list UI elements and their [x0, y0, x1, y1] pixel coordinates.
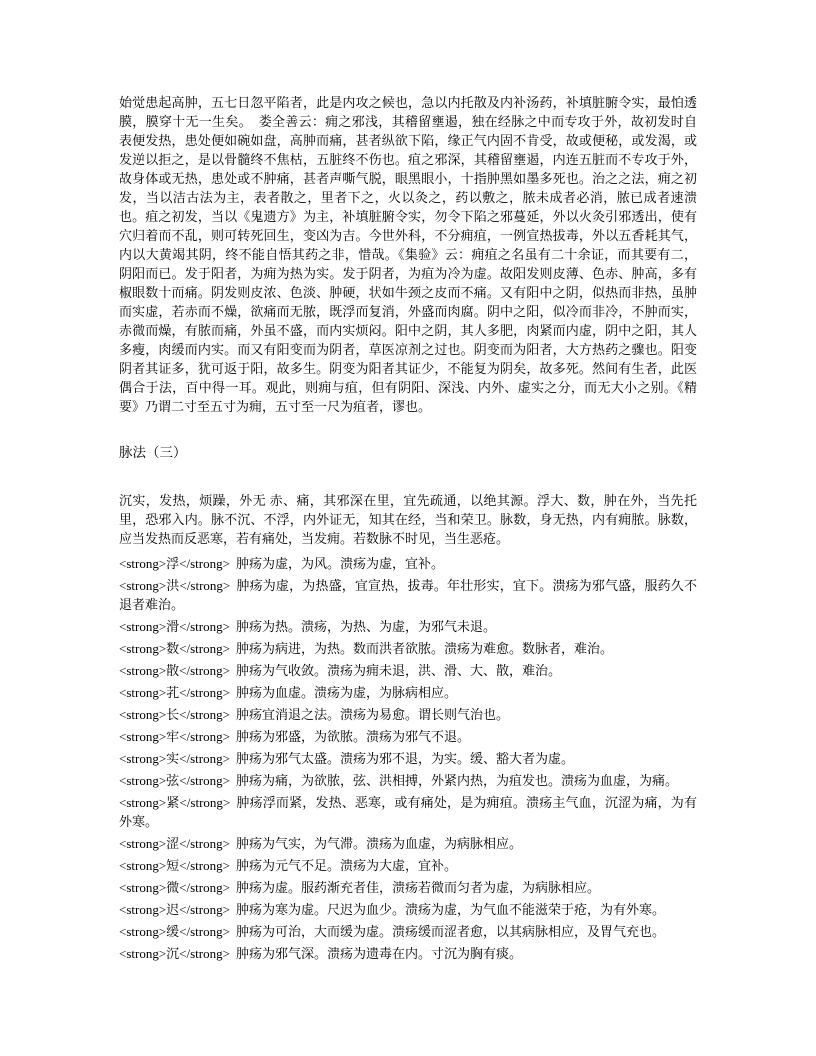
- pulse-entry-description: 肿疡为痛，为欲脓，弦、洪相搏，外紧内热，为疽发也。溃疡为血虚，为痛。: [235, 773, 678, 788]
- pulse-entry: [119, 944, 697, 963]
- pulse-entry: [119, 878, 697, 897]
- pulse-entries: [119, 554, 697, 963]
- pulse-entry-strong-tag: <strong>弦</strong>: [119, 773, 230, 788]
- pulse-entry: [119, 834, 697, 853]
- pulse-entry-strong-tag: <strong>迟</strong>: [119, 902, 230, 917]
- pulse-entry-strong-tag: <strong>涩</strong>: [119, 836, 230, 851]
- pulse-entry-description: 肿疡为虚，为热盛，宜宣热，拔毒。年壮形实，宜下。溃疡为邪气盛，服药久不退者难治。: [119, 578, 697, 612]
- pulse-entry-description: 肿疡为邪气深。溃疡为遗毒在内。寸沉为胸有痰。: [235, 946, 522, 961]
- pulse-entry-description: 肿疡宜消退之法。溃疡为易愈。谓长则气治也。: [235, 707, 509, 722]
- pulse-entry: [119, 793, 697, 831]
- pulse-entry: [119, 617, 697, 636]
- pulse-entry-strong-tag: <strong>浮</strong>: [119, 556, 230, 571]
- pulse-entry-description: 肿疡为气实，为气滞。溃疡为血虚，为病脉相应。: [235, 836, 522, 851]
- pulse-entry: [119, 922, 697, 941]
- pulse-entry-strong-tag: <strong>缓</strong>: [119, 924, 230, 939]
- opening-paragraph: 始觉患起高肿，五七日忽平陷者，此是内攻之候也，急以内托散及内补汤药，补填脏腑令实，最怕透膜，膜穿十无一生矣。 娄全善云：痈之邪浅，其稽留壅遏，独在经脉之中而专攻于外，故初发时自表便发热，患处便如碗如盘，高肿而痛，甚者纵欲下陷，缘正气内固不肯受，故或便秘，或发渴，或发逆以拒之，是以骨髓终不焦枯，五脏终不伤也。疽之邪深，其稽留壅遏，内连五脏而不专攻于外，故身体或无热，患处或不肿痛，甚者声嘶气脱，眼黑眼小，十指肿黑如墨多死也。治之之法，痈之初发，当以洁古法为主，表者散之，里者下之，火以灸之，药以敷之，脓未成者必消，脓已成者速溃也。疽之初发，当以《鬼遗方》为主，补填脏腑令实，勿令下陷之邪蔓延，外以火灸引邪透出，使有穴归着而不乱，则可转死回生，变凶为吉。今世外科，不分痈疽，一例宣热拔毒，外以五香耗其气，内以大黄竭其阴，终不能自悟其药之非，惜哉。《集验》云：痈疽之名虽有二十余证，而其要有二，阴阳而已。发于阳者，为痈为热为实。发于阴者，为疽为冷为虚。故阳发则皮薄、色赤、肿高，多有椒眼数十而痛。阴发则皮浓、色淡、肿硬，状如牛颈之皮而不痛。又有阳中之阴，似热而非热，虽肿而实虚，若赤而不燥，欲痛而无脓，既浮而复消，外盛而肉腐。阴中之阳，似冷而非冷，不肿而实，赤微而燥，有脓而痛，外虽不盛，而内实烦闷。阳中之阴，其人多肥，肉紧而内虚，阴中之阳，其人多瘦，肉缓而内实。而又有阳变而为阴者，草医凉剂之过也。阴变而为阳者，大方热药之骤也。阳变阴者其证多，犹可返于阳，故多生。阴变为阳者其证少，不能复为阴矣，故多死。然间有生者，此医偶合于法，百中得一耳。观此，则痈与疽，但有阴阳、深浅、内外、虚实之分，而无大小之别。《精要》乃谓二寸至五寸为痈，五寸至一尺为疽者，谬也。: [119, 95, 697, 414]
- pulse-entry-strong-tag: <strong>实</strong>: [119, 751, 230, 766]
- pulse-entry: [119, 856, 697, 875]
- pulse-entry-strong-tag: <strong>紧</strong>: [119, 795, 231, 810]
- pulse-entry-strong-tag: <strong>散</strong>: [119, 663, 230, 678]
- pulse-entry-description: 肿疡为病进，为热。数而洪者欲脓。溃疡为难愈。数脉者，难治。: [235, 641, 613, 656]
- pulse-overview-paragraph: 沉实，发热，烦躁，外无 赤、痛，其邪深在里，宜先疏通，以绝其源。浮大、数，肿在外，当先托里，恐邪入内。脉不沉、不浮，内外证无，知其在经，当和荣卫。脉数，身无热，内有痈脓。脉数，应当发热而反恶寒，若有痛处，当发痈。若数脉不时见，当生恶疮。: [119, 493, 697, 546]
- pulse-entry-description: 肿疡为虚。服药渐充者佳，溃疡若微而匀者为虚，为病脉相应。: [235, 880, 600, 895]
- pulse-entry-description: 肿疡为血虚。溃疡为虚，为脉病相应。: [235, 685, 457, 700]
- pulse-entry: [119, 705, 697, 724]
- pulse-entry: [119, 554, 697, 573]
- pulse-entry-strong-tag: <strong>芤</strong>: [119, 685, 230, 700]
- pulse-entry: [119, 727, 697, 746]
- pulse-entry-description: 肿疡为气收敛。溃疡为痈未退，洪、滑、大、散，难治。: [235, 663, 561, 678]
- pulse-entry-strong-tag: <strong>沉</strong>: [119, 946, 230, 961]
- pulse-entry-strong-tag: <strong>微</strong>: [119, 880, 230, 895]
- pulse-entry: [119, 771, 697, 790]
- pulse-entry-strong-tag: <strong>长</strong>: [119, 707, 230, 722]
- pulse-entry: [119, 661, 697, 680]
- pulse-entry: [119, 576, 697, 614]
- pulse-entry-description: 肿疡为邪气太盛。溃疡为邪不退，为实。缓、豁大者为虚。: [235, 751, 574, 766]
- pulse-entry: [119, 639, 697, 658]
- pulse-entry-strong-tag: <strong>洪</strong>: [119, 578, 231, 593]
- pulse-entry-description: 肿疡为可治，大而缓为虚。溃疡缓而涩者愈，以其病脉相应，及胃气充也。: [235, 924, 665, 939]
- pulse-entry-description: 肿疡浮而紧，发热、恶寒，或有痛处，是为痈疽。溃疡主气血，沉涩为痛，为有外寒。: [119, 795, 697, 829]
- pulse-entry: [119, 900, 697, 919]
- pulse-entry-strong-tag: <strong>数</strong>: [119, 641, 230, 656]
- pulse-entry-description: 肿疡为元气不足。溃疡为大虚，宜补。: [235, 858, 457, 873]
- pulse-entry-description: 肿疡为虚，为风。溃疡为虚，宜补。: [235, 556, 444, 571]
- section-heading: 脉法（三）: [119, 445, 187, 460]
- pulse-entry-strong-tag: <strong>滑</strong>: [119, 619, 230, 634]
- pulse-entry: [119, 683, 697, 702]
- pulse-entry-description: 肿疡为热。溃疡，为热、为虚，为邪气未退。: [235, 619, 496, 634]
- pulse-entry-strong-tag: <strong>牢</strong>: [119, 729, 230, 744]
- pulse-entry-description: 肿疡为邪盛，为欲脓。溃疡为邪气不退。: [235, 729, 470, 744]
- pulse-entry: [119, 749, 697, 768]
- pulse-entry-description: 肿疡为寒为虚。尺迟为血少。溃疡为虚，为气血不能滋荣于疮，为有外寒。: [235, 902, 665, 917]
- pulse-entry-strong-tag: <strong>短</strong>: [119, 858, 230, 873]
